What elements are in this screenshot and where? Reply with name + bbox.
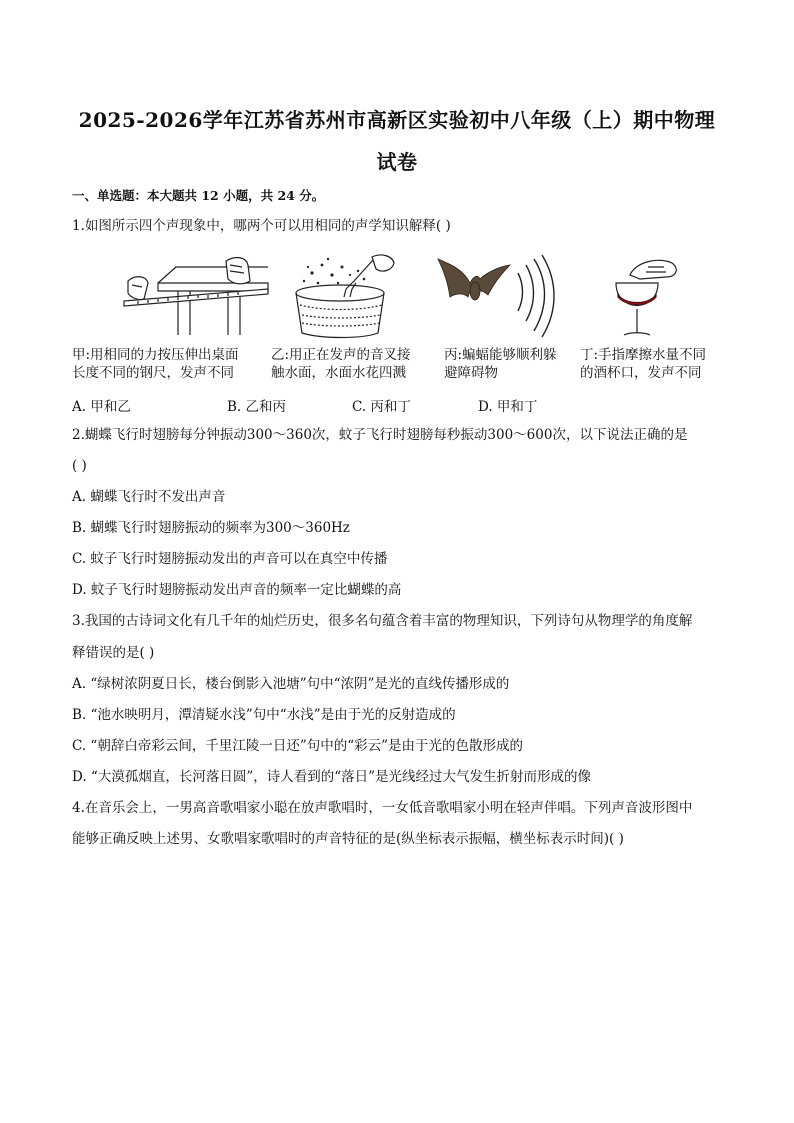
caption-ding-line1: 丁:手指摩擦水量不同: [580, 347, 707, 363]
q2-option-d[interactable]: D. 蚊子飞行时翅膀振动发出声音的频率一定比蝴蝶的高: [72, 582, 402, 598]
exam-title-line2: 试卷: [376, 150, 418, 174]
question-2-stem-line1: 2.蝴蝶飞行时翅膀每分钟振动300～360次，蚊子飞行时翅膀每秒振动300～600次，以下说法正确的是: [72, 427, 688, 443]
question-4-stem-line2: 能够正确反映上述男、女歌唱家歌唱时的声音特征的是(纵坐标表示振幅，横坐标表示时间)( ): [72, 831, 624, 847]
q1-option-b[interactable]: B. 乙和丙: [227, 399, 287, 415]
caption-bing-line1: 丙:蝙蝠能够顺利躲: [444, 347, 557, 363]
question-4-stem-line1: 4.在音乐会上，一男高音歌唱家小聪在放声歌唱时，一女低音歌唱家小明在轻声伴唱。下列声音波形图中: [72, 800, 693, 816]
exam-title-line1: 2025-2026学年江苏省苏州市高新区实验初中八年级（上）期中物理: [78, 108, 716, 132]
q1-option-d[interactable]: D. 甲和丁: [478, 399, 538, 415]
q2-option-c[interactable]: C. 蚊子飞行时翅膀振动发出的声音可以在真空中传播: [72, 551, 388, 567]
q3-option-c[interactable]: C. “朝辞白帝彩云间，千里江陵一日还”句中的“彩云”是由于光的色散形成的: [72, 738, 524, 754]
caption-jia: [72, 346, 239, 382]
section-heading: 一、单选题：本大题共 12 小题，共 24 分。: [72, 188, 325, 203]
q3-option-b[interactable]: B. “池水映明月，潭清疑水浅”句中“水浅”是由于光的反射造成的: [72, 707, 456, 723]
caption-jia-line2: 长度不同的钢尺，发声不同: [72, 365, 234, 381]
caption-bing: [444, 346, 557, 382]
q3-option-d[interactable]: D. “大漠孤烟直，长河落日圆”，诗人看到的“落日”是光线经过大气发生折射而形成的像: [72, 769, 592, 785]
q1-option-a[interactable]: A. 甲和乙: [72, 399, 131, 415]
caption-yi: [271, 346, 411, 382]
wine-glass-image: [600, 253, 686, 343]
caption-ding-line2: 的酒杯口，发声不同: [580, 365, 702, 381]
bat-image: [436, 253, 562, 343]
caption-yi-line1: 乙:用正在发声的音叉接: [271, 347, 411, 363]
question-2-stem-line2: ( ): [72, 458, 87, 474]
caption-ding: [580, 346, 706, 382]
q1-option-c[interactable]: C. 丙和丁: [352, 399, 411, 415]
q2-option-a[interactable]: A. 蝴蝶飞行时不发出声音: [72, 489, 226, 505]
ruler-on-desk-image: [118, 253, 268, 343]
question-3-stem-line1: 3.我国的古诗词文化有几千年的灿烂历史，很多名句蕴含着丰富的物理知识，下列诗句从物理学的角度解: [72, 613, 693, 629]
question-3-stem-line2: 释错误的是( ): [72, 645, 155, 661]
caption-jia-line1: 甲:用相同的力按压伸出桌面: [72, 347, 239, 363]
question-1-stem: 1.如图所示四个声现象中，哪两个可以用相同的声学知识解释( ): [72, 218, 451, 234]
tuning-fork-water-image: [282, 253, 404, 343]
q2-option-b[interactable]: B. 蝴蝶飞行时翅膀振动的频率为300～360Hz: [72, 520, 350, 536]
q3-option-a[interactable]: A. “绿树浓阴夏日长，楼台倒影入池塘”句中“浓阴”是光的直线传播形成的: [72, 676, 510, 692]
caption-yi-line2: 触水面，水面水花四溅: [271, 365, 406, 381]
caption-bing-line2: 避障碍物: [444, 365, 498, 381]
